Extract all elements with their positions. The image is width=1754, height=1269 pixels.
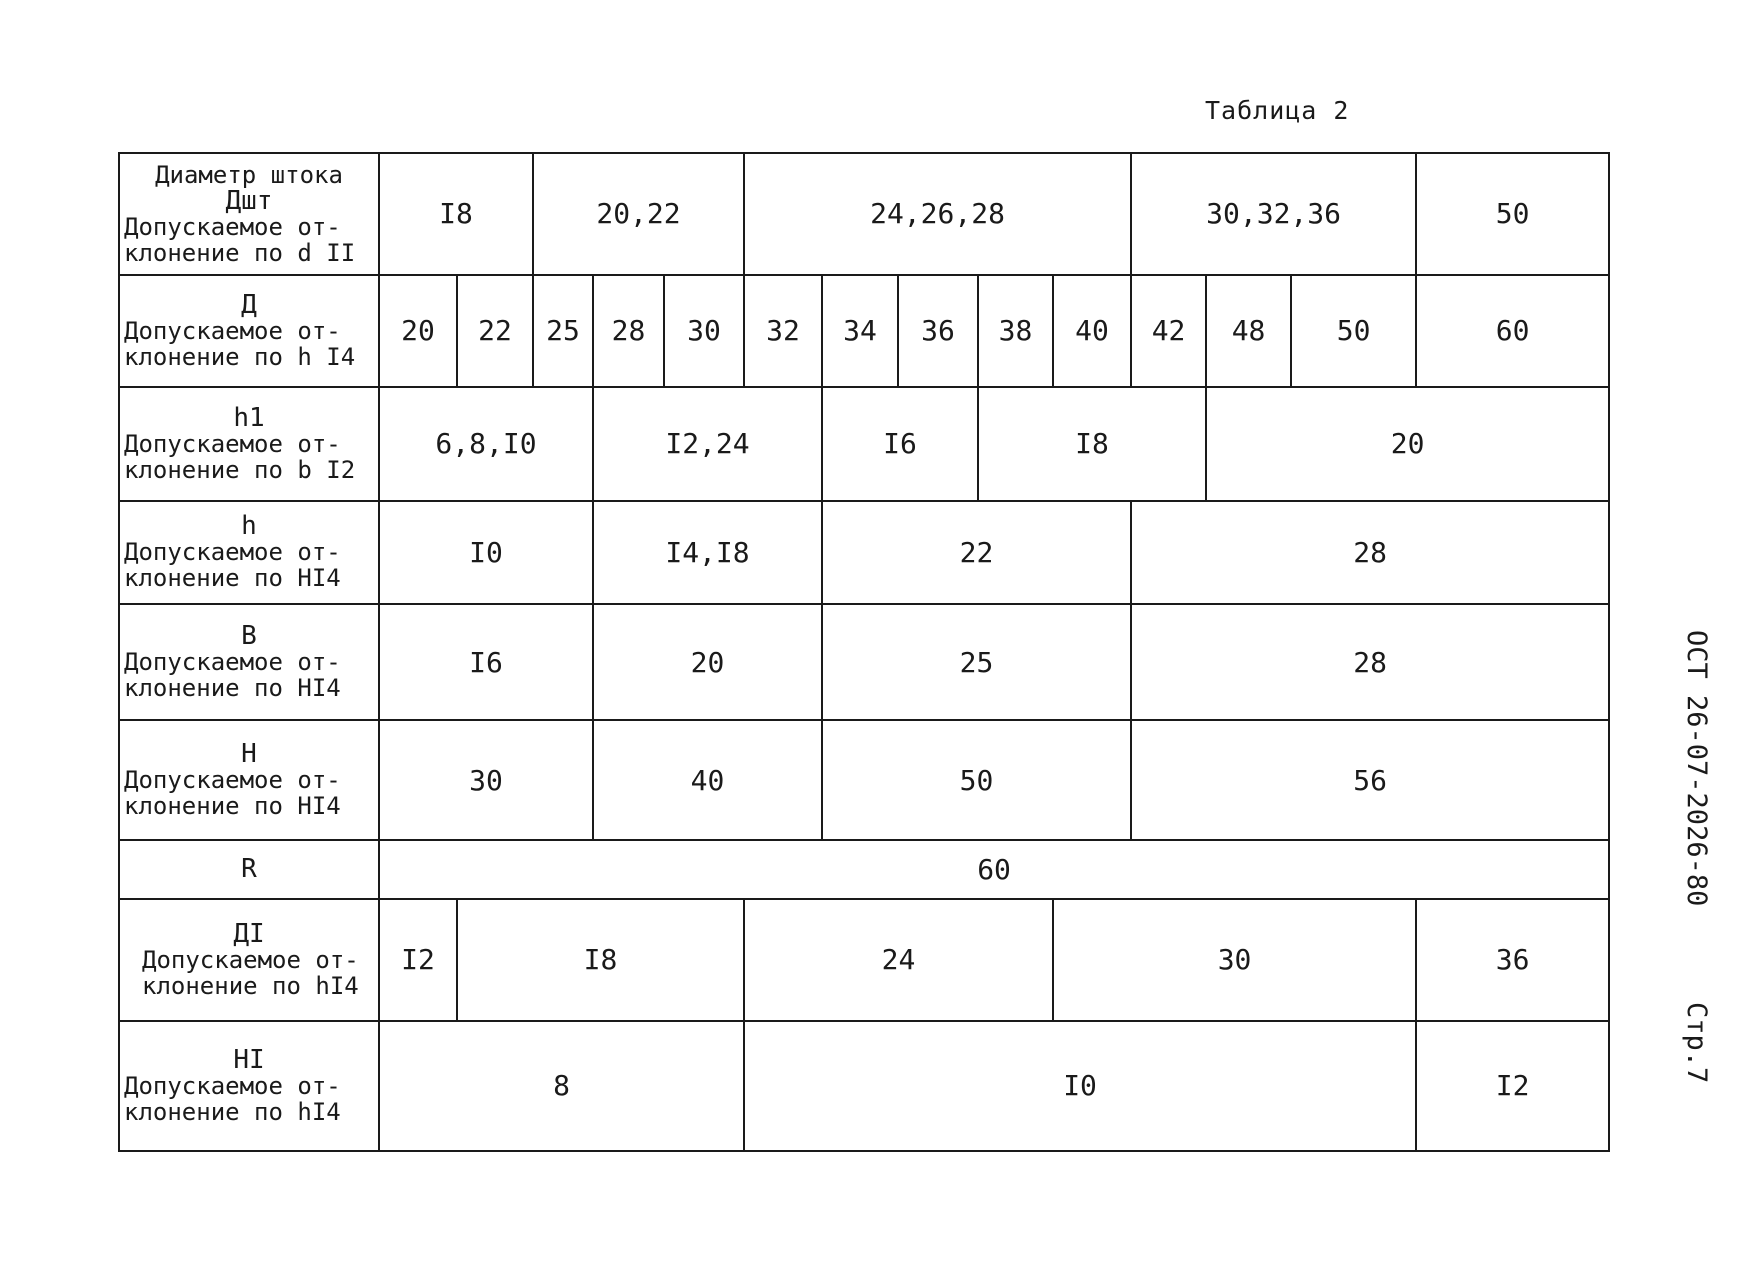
table-cell: 50	[1416, 153, 1609, 275]
label-line: клонение по HI4	[124, 674, 341, 703]
label-symbol: В	[241, 621, 257, 652]
table-cell: I8	[978, 387, 1206, 501]
label-symbol: Д	[241, 289, 257, 320]
table-cell: 60	[1416, 275, 1609, 387]
table-cell: 36	[898, 275, 978, 387]
side-document-code: ОСТ 26-07-2026-80	[1681, 630, 1712, 907]
table-cell: 20	[1206, 387, 1609, 501]
row-label-hh	[119, 720, 379, 840]
table-cell: 20	[593, 604, 822, 720]
table-cell: I0	[744, 1021, 1416, 1151]
table-cell: 40	[593, 720, 822, 840]
label-symbol: ДI	[233, 918, 265, 949]
label-line: Допускаемое от-	[124, 648, 341, 677]
label-line: Допускаемое от-	[142, 945, 359, 974]
label-line: Допускаемое от-	[124, 212, 341, 241]
table-cell: I6	[822, 387, 978, 501]
label-line: клонение по d II	[124, 238, 356, 267]
table-cell: 34	[822, 275, 898, 387]
table-cell: I2	[1416, 1021, 1609, 1151]
row-label-rod-diameter	[119, 153, 379, 275]
table-row-d1	[119, 899, 1609, 1021]
table-cell: 22	[822, 501, 1131, 605]
table-cell: 40	[1053, 275, 1131, 387]
table-row-h	[119, 501, 1609, 605]
table-row-h1big	[119, 1021, 1609, 1151]
table-cell: 24,26,28	[744, 153, 1131, 275]
table-cell: 30	[1053, 899, 1416, 1021]
row-label-h1big	[119, 1021, 379, 1151]
label-line: клонение по h I4	[124, 342, 356, 371]
row-label-d	[119, 275, 379, 387]
table-cell: I6	[379, 604, 593, 720]
table-cell: I2	[379, 899, 457, 1021]
table-row-hh	[119, 720, 1609, 840]
label-symbol: НI	[233, 1044, 265, 1075]
label-line: клонение по hI4	[142, 971, 359, 1000]
side-page-number: Стр.7	[1681, 1002, 1712, 1084]
label-line: Допускаемое от-	[124, 766, 341, 794]
table-cell: 28	[593, 275, 664, 387]
table-row-r	[119, 840, 1609, 899]
table-cell: I8	[457, 899, 744, 1021]
table-cell: 30,32,36	[1131, 153, 1416, 275]
table-row-b	[119, 604, 1609, 720]
label-line: Допускаемое от-	[124, 538, 341, 567]
table-cell: 30	[664, 275, 744, 387]
label-line: клонение по hI4	[124, 1097, 341, 1126]
table-cell: 6,8,I0	[379, 387, 593, 501]
table-cell: 60	[379, 840, 1609, 899]
table-cell: 50	[822, 720, 1131, 840]
label-line: Допускаемое от-	[124, 316, 341, 345]
table-cell: I0	[379, 501, 593, 605]
label-symbol: Дшт	[225, 185, 273, 216]
label-symbol: Н	[241, 739, 257, 769]
table-row-rod-diameter	[119, 153, 1609, 275]
row-label-d1	[119, 899, 379, 1021]
label-symbol: R	[241, 854, 257, 885]
table-cell: 20,22	[533, 153, 744, 275]
table-cell: 36	[1416, 899, 1609, 1021]
table-cell: 25	[533, 275, 593, 387]
table-cell: 22	[457, 275, 533, 387]
row-label-r	[119, 840, 379, 899]
table-cell: 48	[1206, 275, 1291, 387]
row-label-h	[119, 501, 379, 605]
table-cell: 42	[1131, 275, 1206, 387]
dimensions-table	[118, 152, 1610, 1152]
label-line: Допускаемое от-	[124, 429, 341, 458]
table-cell: 8	[379, 1021, 744, 1151]
label-symbol: h1	[233, 402, 265, 433]
table-caption: Таблица 2	[1205, 96, 1350, 125]
table-cell: 28	[1131, 604, 1609, 720]
label-line: Диаметр штока	[155, 160, 343, 189]
table-row-h1	[119, 387, 1609, 501]
table-cell: 25	[822, 604, 1131, 720]
table-cell: I8	[379, 153, 533, 275]
table-cell: 50	[1291, 275, 1416, 387]
row-label-b	[119, 604, 379, 720]
label-line: клонение по HI4	[124, 792, 341, 820]
label-line: Допускаемое от-	[124, 1071, 341, 1100]
label-line: клонение по HI4	[124, 564, 341, 593]
label-symbol: h	[241, 511, 257, 542]
table-cell: 30	[379, 720, 593, 840]
table-cell: 32	[744, 275, 822, 387]
table-cell: 24	[744, 899, 1053, 1021]
table-cell: I4,I8	[593, 501, 822, 605]
table-cell: 20	[379, 275, 457, 387]
table-cell: 28	[1131, 501, 1609, 605]
label-line: клонение по b I2	[124, 455, 356, 484]
table-cell: I2,24	[593, 387, 822, 501]
table-cell: 38	[978, 275, 1053, 387]
table-cell: 56	[1131, 720, 1609, 840]
row-label-h1	[119, 387, 379, 501]
table-row-d	[119, 275, 1609, 387]
